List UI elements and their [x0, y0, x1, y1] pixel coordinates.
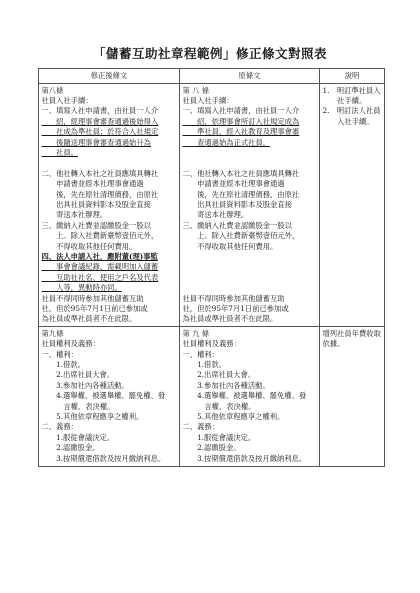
clause-line: 申請書並經本社理事會通過 [182, 179, 285, 189]
clause-line: 申請書並經本社理事會通過 [41, 179, 144, 189]
clause-line: 3.參加社內各種活動。 [182, 380, 270, 390]
note-text: 1. 明訂準社員入 社手續。 2. 明訂法人社員 入社手續。 [322, 85, 381, 126]
clause-line: 查通過始為正式社員。 [182, 137, 271, 147]
table-row [39, 327, 385, 466]
clause-line: 社員入社手續： [41, 95, 93, 105]
clause-line: 紹，依理事會所訂入社規定成為 [182, 116, 300, 126]
clause-line: 1.服從會議決定。 [41, 432, 115, 442]
clause-line: 社員。 [41, 147, 78, 157]
clause-line: 3.按期償還借款及按月繳納利息。 [41, 453, 166, 463]
cell-note [320, 84, 385, 327]
clause-line: 一、填寫入社申請書，由社員一人介 [41, 106, 159, 116]
header-original: 原條文 [180, 69, 320, 84]
table-body [39, 84, 385, 467]
table-header-row [39, 69, 385, 84]
header-revised: 修正後條文 [39, 69, 180, 84]
clause-line: 一、權利： [41, 349, 78, 359]
clause-line: 後隨送理事會審查通過始升為 [41, 137, 151, 147]
clause-line: 第九條 [41, 328, 64, 338]
clause-line: 一、權利： [182, 349, 219, 359]
clause-line: 事會會議紀錄，需載明加入儲蓄 [41, 262, 159, 272]
clause-line: 社員入社手續： [182, 95, 234, 105]
clause-line: 4.選舉權、被選舉權、罷免權、發 [182, 391, 307, 401]
clause-line: 為社員或準社員者不在此限。 [182, 314, 278, 324]
clause-line: 三、繳納入社費並認繳股金一股以 [41, 220, 151, 230]
clause-line: 4.選舉權、被選舉權、罷免權、發 [41, 391, 166, 401]
clause-line: 不得收取其他任何費用。 [41, 241, 137, 251]
clause-line: 2.出席社員大會。 [182, 370, 256, 380]
clause-line [183, 283, 317, 293]
clause-line: 5.其他依章程應享之權利。 [182, 412, 285, 422]
clause-line: 第 九 條 [182, 328, 210, 338]
clause-line: 上。除入社費新臺幣壹佰元外， [41, 231, 159, 241]
clause-line: 準社員，經入社教育及理事會審 [182, 127, 300, 137]
table-row [39, 84, 385, 327]
clause-line [183, 273, 317, 283]
clause-line: 2.出席社員大會。 [41, 370, 115, 380]
clause-line: 社員不得同時參加其他儲蓄互助 [182, 293, 285, 303]
clause-line: 後，先在原社清理債務，由原社 [41, 189, 159, 199]
cell-note [320, 327, 385, 466]
comparison-table [38, 68, 385, 467]
clause-line: 二、他社轉入本社之社員應填具轉社 [41, 168, 159, 178]
clause-line: 社員權利及義務： [41, 339, 100, 349]
clause-line: 言權、表決權。 [41, 401, 115, 411]
cell-revised [39, 327, 180, 466]
clause-line [183, 262, 317, 272]
clause-line: 社員權利及義務： [182, 339, 241, 349]
clause-line: 2.認繳股金。 [41, 443, 100, 453]
clause-line: 社，但於95年7月1日前已參加或 [41, 304, 148, 314]
clause-line: 紹，經理事會審查通過後始得入 [41, 116, 159, 126]
clause-line [183, 252, 317, 262]
clause-line: 不得收取其他任何費用。 [182, 241, 278, 251]
clause-line: 3.按期償還借款及按月繳納利息。 [182, 453, 307, 463]
clause-line: 1.服從會議決定。 [182, 432, 256, 442]
clause-line: 2.認繳股金。 [182, 443, 241, 453]
clause-line: 寄送本社辦理。 [41, 210, 108, 220]
clause-line: 言權、表決權。 [182, 401, 256, 411]
clause-line [183, 158, 317, 168]
header-note: 說明 [320, 69, 385, 84]
clause-line: 四、法人申請入社，應附董(理)事監 [41, 251, 158, 261]
clause-line: 寄送本社辦理。 [182, 210, 249, 220]
clause-line: 1.借款。 [41, 360, 85, 370]
clause-line: 第八條 [41, 85, 64, 95]
clause-line: 出具社員資料影本及股金直接 [182, 199, 292, 209]
clause-line: 社，但於95年7月1日前已參加或 [182, 303, 289, 313]
note-text: 增列社員年費收取 依據。 [322, 328, 381, 349]
clause-line: 出具社員資料影本及股金直接 [41, 199, 151, 209]
clause-line [183, 148, 317, 158]
clause-line: 三、繳納入社費並認繳股金一股以 [182, 220, 292, 230]
clause-line: 第 八 條 [182, 85, 210, 95]
clause-line: 3.參加社內各種活動。 [41, 380, 129, 390]
clause-line [42, 158, 177, 168]
clause-line: 一、填寫入社申請書，由社員一人介 [182, 106, 300, 116]
document-title: 「儲蓄互助社章程範例」修正條文對照表 [92, 46, 327, 61]
cell-revised [39, 84, 180, 327]
clause-line: 為社員或準社員者不在此限。 [41, 314, 137, 324]
clause-line: 互助社社名、使用之戶名及代表 [41, 272, 159, 282]
cell-original [180, 327, 320, 466]
clause-line: 社員不得同時參加其他儲蓄互助 [41, 293, 144, 303]
clause-line: 二、義務： [41, 422, 78, 432]
clause-line: 後，先在原社清理債務，由原社 [182, 189, 300, 199]
clause-line: 5.其他依章程應享之權利。 [41, 412, 144, 422]
clause-line: 1.借款。 [182, 360, 226, 370]
clause-line: 人等，異動時亦同。 [41, 283, 122, 293]
clause-line: 社成為準社員；於符合入社規定 [41, 127, 159, 137]
clause-line: 二、他社轉入本社之社員應填具轉社 [182, 168, 300, 178]
clause-line: 上。除入社費新臺幣壹佰元外， [182, 231, 300, 241]
cell-original [180, 84, 320, 327]
clause-line: 二、義務： [182, 422, 219, 432]
